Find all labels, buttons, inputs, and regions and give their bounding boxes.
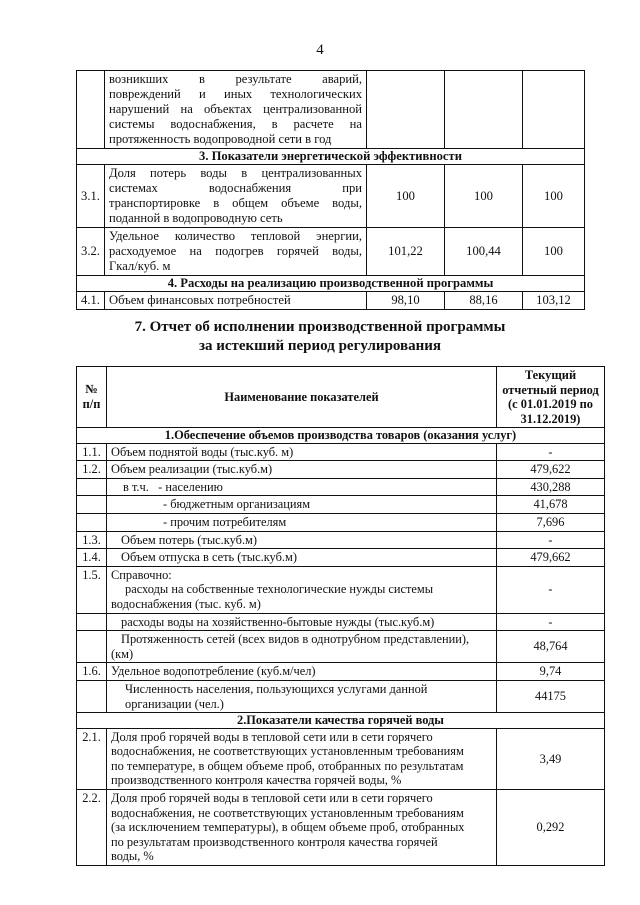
table-row: 2.1. Доля проб горячей воды в тепловой сети или в сети горячего водоснабжения, не соответствующих установленным требованиям по температуре, в общем объеме проб, отобранных по результатам производственного контроля качества горячей воды, % 3,49 xyxy=(77,728,605,789)
section-4-title: 4. Расходы на реализацию производственной программы xyxy=(77,276,585,292)
table-row: 1.4. Объем отпуска в сеть (тыс.куб.м) 479,662 xyxy=(77,549,605,567)
section-row xyxy=(77,149,585,165)
col-header-value: Текущий отчетный период (с 01.01.2019 по 31.12.2019) xyxy=(497,367,605,428)
table-row: Численность населения, пользующихся услугами данной организации (чел.) 44175 xyxy=(77,680,605,712)
header-row xyxy=(77,367,605,428)
col-header-num: № п/п xyxy=(77,367,107,428)
table-row: - прочим потребителям 7,696 xyxy=(77,513,605,531)
table-row: 2.2. Доля проб горячей воды в тепловой сети или в сети горячего водоснабжения, не соответствующих установленным требованиям (за исключением температуры), в общем объеме проб, отобранных по результатам производственного контроля качества горячей воды, % 0,292 xyxy=(77,790,605,866)
report-heading: 7. Отчет об исполнении производственной программы за истекший период регулирования xyxy=(134,319,506,354)
indicators-table-continued xyxy=(76,70,585,310)
table-row: 1.3. Объем потерь (тыс.куб.м) - xyxy=(77,531,605,549)
section-row xyxy=(77,276,585,292)
continued-text: возникших в результате аварий, повреждений и иных технологических нарушений на объектах централизованной системы водоснабжения, в расчете на протяженность водопроводной сети в год xyxy=(105,71,367,149)
section-2-title: 2.Показатели качества горячей воды xyxy=(77,713,605,729)
section-1-title: 1.Обеспечение объемов производства товаров (оказания услуг) xyxy=(77,428,605,444)
table-row xyxy=(77,71,585,149)
report-table xyxy=(76,366,605,866)
section-row xyxy=(77,713,605,729)
table-row: 1.1. Объем поднятой воды (тыс.куб. м) - xyxy=(77,443,605,461)
col-header-name: Наименование показателей xyxy=(107,367,497,428)
page-number: 4 xyxy=(316,42,324,58)
table-row: 1.6. Удельное водопотребление (куб.м/чел) 9,74 xyxy=(77,663,605,681)
table-row: Протяженность сетей (всех видов в однотрубном представлении), (км) 48,764 xyxy=(77,631,605,663)
table-row: 1.2. Объем реализации (тыс.куб.м) 479,622 xyxy=(77,461,605,479)
table-row: 4.1. Объем финансовых потребностей 98,10 88,16 103,12 xyxy=(77,292,585,310)
table-row: - бюджетным организациям 41,678 xyxy=(77,496,605,514)
section-row xyxy=(77,428,605,444)
table-row: 3.2. Удельное количество тепловой энергии, расходуемое на подогрев горячей воды, Гкал/куб. м 101,22 100,44 100 xyxy=(77,228,585,276)
table-row: 1.5. Справочно: расходы на собственные технологические нужды системы водоснабжения (тыс. куб. м) - xyxy=(77,566,605,613)
table-row: в т.ч. - населению 430,288 xyxy=(77,478,605,496)
table-row: расходы воды на хозяйственно-бытовые нужды (тыс.куб.м) - xyxy=(77,613,605,631)
section-3-title: 3. Показатели энергетической эффективности xyxy=(77,149,585,165)
table-row: 3.1. Доля потерь воды в централизованных системах водоснабжения при транспортировке в общем объеме воды, поданной в водопроводную сеть 100 100 100 xyxy=(77,165,585,228)
